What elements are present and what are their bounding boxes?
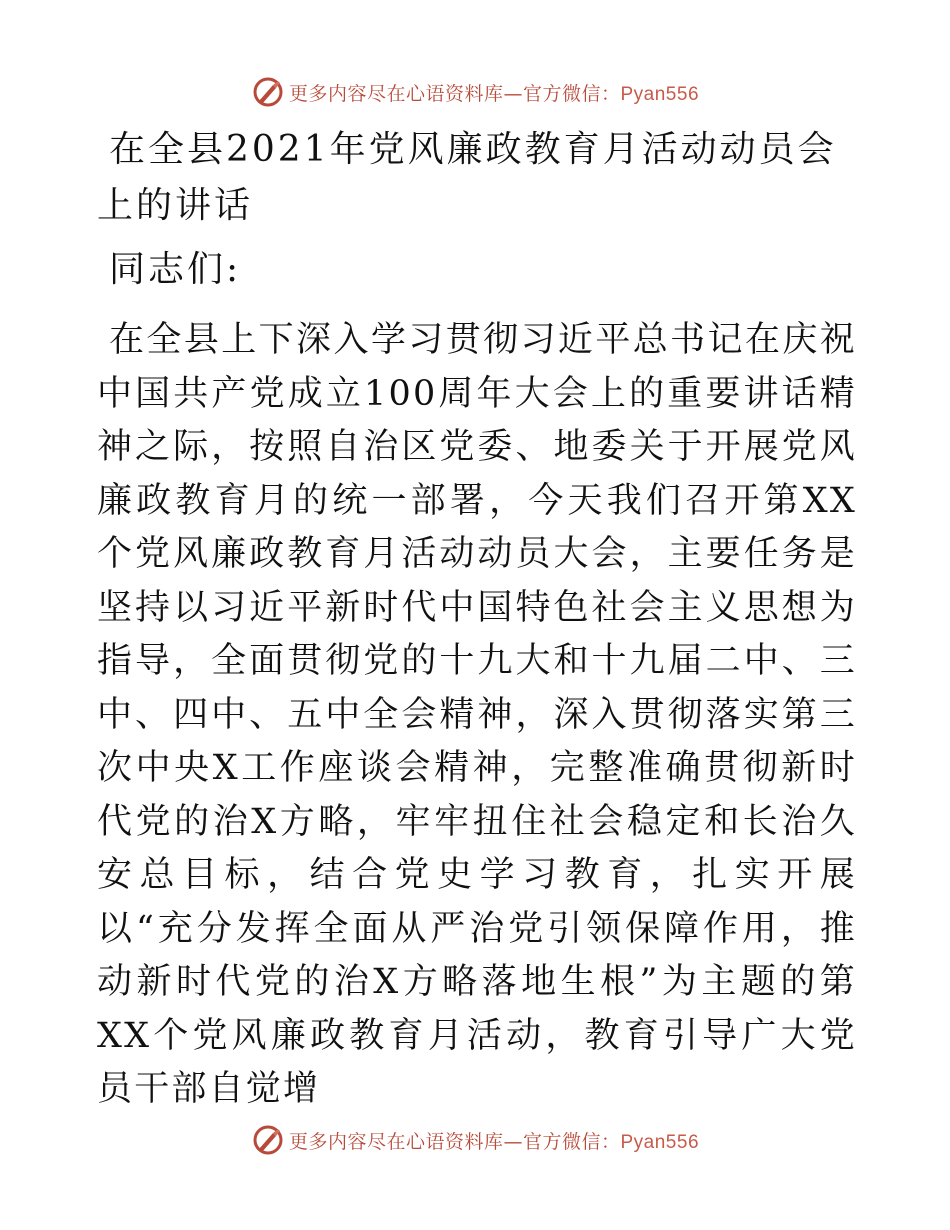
watermark-text	[289, 79, 699, 106]
document-body	[97, 122, 857, 1117]
footer-watermark	[0, 1120, 950, 1160]
pen-circle-logo-icon	[251, 1123, 285, 1157]
watermark-wechat-label: 官方微信：	[522, 82, 621, 105]
watermark-text	[289, 1127, 699, 1154]
watermark-main-text: 更多内容尽在心语资料库	[288, 82, 504, 105]
watermark-separator: —	[503, 82, 523, 105]
watermark-wechat-id: Pyan556	[620, 1131, 700, 1153]
watermark-wechat-label: 官方微信：	[522, 1130, 621, 1153]
salutation: 同志们:	[109, 249, 242, 290]
pen-circle-logo-icon	[251, 75, 285, 109]
watermark-separator: —	[503, 1130, 523, 1153]
document-title: 在全县2021年党风廉政教育月活动动员会上的讲话	[97, 129, 837, 226]
header-watermark	[0, 72, 950, 112]
body-paragraph: 在全县上下深入学习贯彻习近平总书记在庆祝中国共产党成立100周年大会上的重要讲话精神之际，按照自治区党委、地委关于开展党风廉政教育月的统一部署，今天我们召开第XX个党风廉政教育月活动动员大会，主要任务是坚持以习近平新时代中国特色社会主义思想为指导，全面贯彻党的十九大和十九届二中、三中、四中、五中全会精神，深入贯彻落实第三次中央X工作座谈会精神，完整准确贯彻新时代党的治X方略，牢牢扭住社会稳定和长治久安总目标，结合党史学习教育，扎实开展以“充分发挥全面从严治党引领保障作用，推动新时代党的治X方略落地生根”为主题的第XX个党风廉政教育月活动，教育引导广大党员干部自觉增	[97, 320, 857, 1109]
watermark-wechat-id: Pyan556	[620, 83, 700, 105]
watermark-main-text: 更多内容尽在心语资料库	[288, 1130, 504, 1153]
